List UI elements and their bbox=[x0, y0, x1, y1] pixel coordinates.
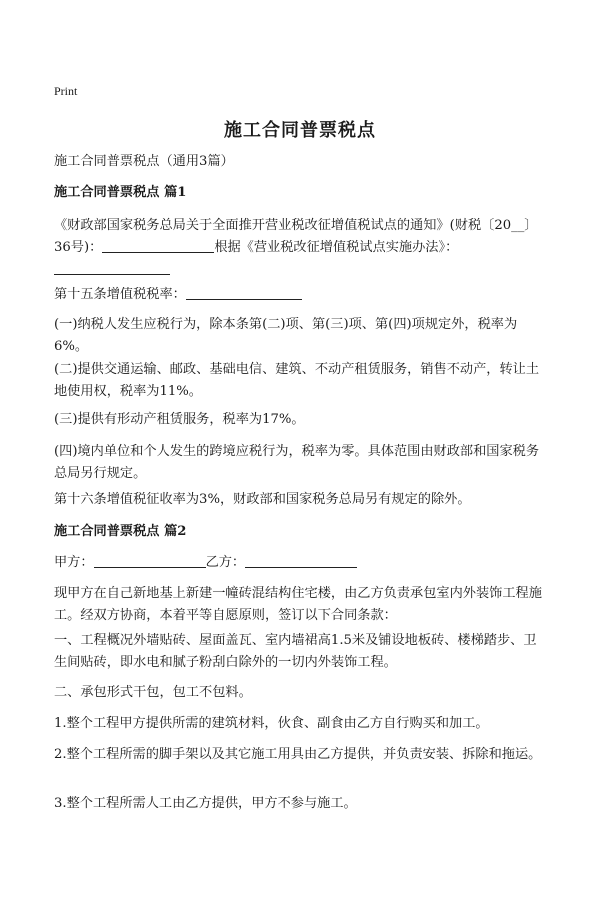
section2-item3: 3.整个工程所需人工由乙方提供，甲方不参与施工。 bbox=[54, 796, 357, 811]
section1-notice-text: 《财政部国家税务总局关于全面推开营业税改征增值税试点的通知》(财税〔20__〕36号)： bbox=[54, 218, 538, 255]
document-title: 施工合同普票税点 bbox=[224, 120, 376, 141]
section1-item4: (四)境内单位和个人发生的跨境应税行为，税率为零。具体范围由财政部和国家税务总局另行规定。 bbox=[54, 444, 540, 481]
section1-heading: 施工合同普票税点 篇1 bbox=[54, 185, 187, 200]
section1-item1: (一)纳税人发生应税行为，除本条第(二)项、第(三)项、第(四)项规定外，税率为6%。 bbox=[54, 317, 518, 354]
section1-article16: 第十六条增值税征收率为3%，财政部和国家税务总局另有规定的除外。 bbox=[54, 492, 471, 507]
section2-heading: 施工合同普票税点 篇2 bbox=[54, 524, 187, 539]
section2-clause2: 二、承包形式干包，包工不包料。 bbox=[54, 685, 252, 700]
document-subtitle: 施工合同普票税点（通用3篇） bbox=[54, 154, 234, 169]
section2-item2: 2.整个工程所需的脚手架以及其它施工用具由乙方提供，并负责安装、拆除和拖运。 bbox=[54, 747, 542, 762]
party-b-label: 乙方： bbox=[205, 555, 246, 570]
blank-line bbox=[54, 260, 170, 275]
section1-item3: (三)提供有形动产租赁服务，税率为17%。 bbox=[54, 412, 305, 427]
blank-line bbox=[102, 238, 214, 253]
blank-line bbox=[94, 553, 206, 568]
section2-parties bbox=[54, 552, 548, 574]
section1-paragraph-notice bbox=[54, 215, 548, 281]
print-link[interactable]: Print bbox=[54, 84, 78, 98]
section1-item2: (二)提供交通运输、邮政、基础电信、建筑、不动产租赁服务，销售不动产，转让土地使用权，税率为11%。 bbox=[54, 362, 540, 399]
section2-intro: 现甲方在自己新地基上新建一幢砖混结构住宅楼，由乙方负责承包室内外装饰工程施工。经双方协商，本着平等自愿原则，签订以下合同条款： bbox=[54, 586, 542, 623]
blank-line bbox=[186, 285, 302, 300]
blank-line bbox=[245, 553, 357, 568]
section1-article15 bbox=[54, 284, 548, 306]
section2-item1: 1.整个工程甲方提供所需的建筑材料，伙食、副食由乙方自行购买和加工。 bbox=[54, 716, 489, 731]
party-a-label: 甲方： bbox=[54, 555, 94, 570]
article15-text: 第十五条增值税税率： bbox=[54, 287, 186, 302]
section1-notice-text-b: 根据《营业税改征增值税试点实施办法》： bbox=[214, 240, 459, 255]
section2-clause1: 一、工程概况外墙贴砖、屋面盖瓦、室内墙裙高1.5米及铺设地板砖、楼梯踏步、卫生间贴砖，即水电和腻子粉刮白除外的一切内外装饰工程。 bbox=[54, 633, 537, 670]
